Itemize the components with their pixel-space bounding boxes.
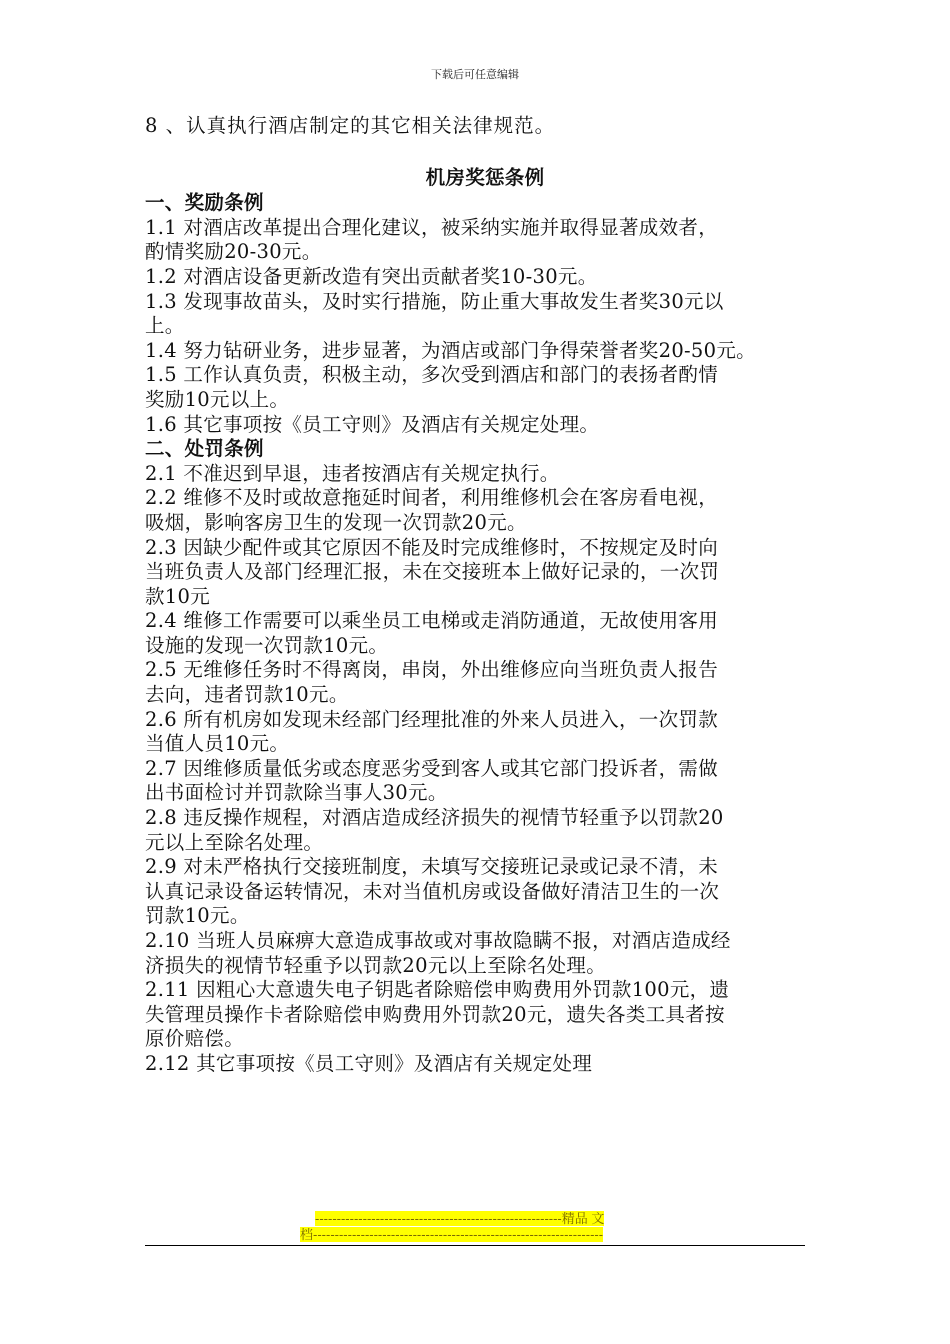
penalty-section-heading: 二、处罚条例 bbox=[145, 437, 264, 461]
text-line: 当值人员10元。 bbox=[145, 732, 290, 756]
text-line: 2.2 维修不及时或故意拖延时间者，利用维修机会在客房看电视， bbox=[145, 486, 719, 510]
text-line: 去向，违者罚款10元。 bbox=[145, 683, 349, 707]
text-line: 款10元 bbox=[145, 584, 211, 608]
penalty-lines bbox=[145, 462, 825, 1077]
text-line: 1.1 对酒店改革提出合理化建议，被采纳实施并取得显著成效者， bbox=[145, 215, 719, 239]
document-title: 机房奖惩条例 bbox=[425, 165, 545, 189]
reward-lines bbox=[145, 216, 825, 437]
reward-section-heading: 一、奖励条例 bbox=[145, 191, 264, 215]
text-line: 2.5 无维修任务时不得离岗，串岗，外出维修应向当班负责人报告 bbox=[145, 658, 719, 682]
text-line: 2.1 不准迟到早退，违者按酒店有关规定执行。 bbox=[145, 461, 560, 485]
text-line: 2.12 其它事项按《员工守则》及酒店有关规定处理 bbox=[145, 1051, 593, 1075]
page-header-note: 下载后可任意编辑 bbox=[431, 68, 519, 81]
document-body bbox=[145, 114, 825, 1077]
text-line: 出书面检讨并罚款除当事人30元。 bbox=[145, 781, 448, 805]
rule-item-8: 8 、认真执行酒店制定的其它相关法律规范。 bbox=[145, 114, 556, 137]
text-line: 1.3 发现事故苗头，及时实行措施，防止重大事故发生者奖30元以 bbox=[145, 289, 724, 313]
text-line: 2.6 所有机房如发现未经部门经理批准的外来人员进入，一次罚款 bbox=[145, 707, 719, 731]
text-line: 失管理员操作卡者除赔偿申购费用外罚款20元，遗失各类工具者按 bbox=[145, 1002, 725, 1026]
text-line: 2.7 因维修质量低劣或态度恶劣受到客人或其它部门投诉者，需做 bbox=[145, 756, 719, 780]
text-line: 酌情奖励20-30元。 bbox=[145, 240, 322, 264]
footer-line-1: ---------------------------------------------------------精品 文 bbox=[315, 1211, 605, 1226]
footer-line-2: 档------------------------------------------------------------------- bbox=[300, 1227, 604, 1242]
text-line: 1.2 对酒店设备更新改造有突出贡献者奖10-30元。 bbox=[145, 264, 598, 288]
text-line: 原价赔偿。 bbox=[145, 1027, 245, 1051]
text-line: 奖励10元以上。 bbox=[145, 387, 290, 411]
text-line: 2.8 违反操作规程，对酒店造成经济损失的视情节轻重予以罚款20 bbox=[145, 806, 724, 830]
text-line: 1.5 工作认真负责，积极主动，多次受到酒店和部门的表扬者酌情 bbox=[145, 363, 719, 387]
text-line: 认真记录设备运转情况，未对当值机房或设备做好清洁卫生的一次 bbox=[145, 879, 720, 903]
text-line: 元以上至除名处理。 bbox=[145, 830, 324, 854]
text-line: 当班负责人及部门经理汇报，未在交接班本上做好记录的，一次罚 bbox=[145, 560, 720, 584]
text-line: 吸烟，影响客房卫生的发现一次罚款20元。 bbox=[145, 510, 527, 534]
text-line: 2.10 当班人员麻痹大意造成事故或对事故隐瞒不报，对酒店造成经 bbox=[145, 929, 731, 952]
footer-watermark bbox=[145, 1211, 805, 1243]
text-line: 2.9 对未严格执行交接班制度，未填写交接班记录或记录不清，未 bbox=[145, 855, 719, 879]
text-line: 2.11 因粗心大意遗失电子钥匙者除赔偿申购费用外罚款100元，遗 bbox=[145, 978, 730, 1002]
text-line: 1.6 其它事项按《员工守则》及酒店有关规定处理。 bbox=[145, 412, 600, 436]
text-line: 济损失的视情节轻重予以罚款20元以上至除名处理。 bbox=[145, 953, 607, 977]
text-line: 1.4 努力钻研业务，进步显著，为酒店或部门争得荣誉者奖20-50元。 bbox=[145, 338, 756, 362]
text-line: 设施的发现一次罚款10元。 bbox=[145, 633, 389, 657]
text-line: 上。 bbox=[145, 314, 185, 338]
text-line: 2.3 因缺少配件或其它原因不能及时完成维修时，不按规定及时向 bbox=[145, 535, 719, 559]
text-line: 2.4 维修工作需要可以乘坐员工电梯或走消防通道，无故使用客用 bbox=[145, 609, 719, 633]
footer-divider bbox=[145, 1245, 805, 1246]
text-line: 罚款10元。 bbox=[145, 904, 250, 928]
